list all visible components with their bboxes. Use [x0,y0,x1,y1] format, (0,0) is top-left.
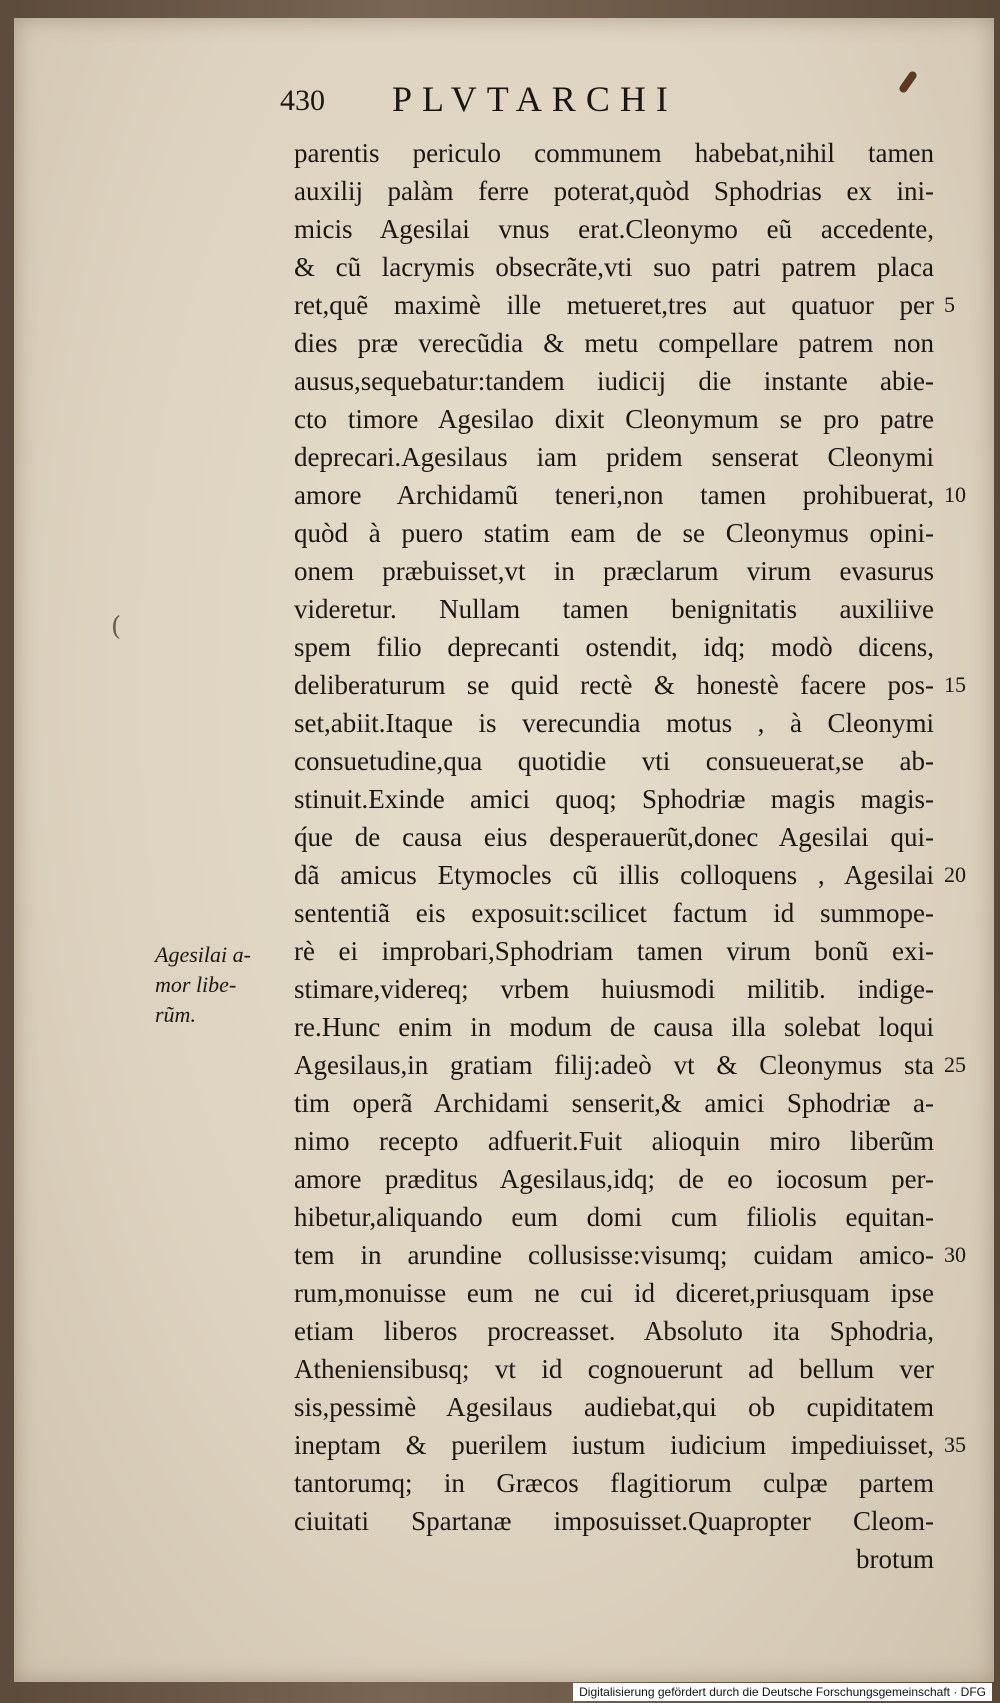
text-line: consuetudine,qua quotidie vti consueuerat,se ab- [294,746,934,776]
line-number: 5 [944,292,955,317]
text-line: etiam liberos procreasset. Absoluto ita Sphodria, [294,1316,934,1346]
text-line: tim operã Archidami senserit,& amici Sphodriæ a- [294,1088,934,1118]
text-line: ineptam & puerilem iustum iudicium impediuisset, [294,1430,934,1460]
running-title: PLVTARCHI [392,79,678,119]
text-line: sis,pessimè Agesilaus audiebat,qui ob cupiditatem [294,1392,934,1422]
text-line: dies præ verecũdia & metu compellare patrem non [294,328,934,358]
text-line: deprecari.Agesilaus iam pridem senserat Cleonymi [294,442,934,472]
text-line: ciuitati Spartanæ imposuisset.Quapropter Cleom- [294,1506,934,1536]
marginal-note [155,940,273,1030]
marginal-note-line: Agesilai a- [155,942,251,967]
text-line: parentis periculo communem habebat,nihil tamen [294,138,934,168]
line-number: 30 [944,1242,966,1267]
text-line: & cũ lacrymis obsecrãte,vti suo patri patrem placa [294,252,934,282]
text-line: ausus,sequebatur:tandem iudicij die instante abie- [294,366,934,396]
text-line: Agesilaus,in gratiam filij:adeò vt & Cleonymus sta [294,1050,934,1080]
text-line: Atheniensibusq; vt id cognouerunt ad bellum ver [294,1354,934,1384]
text-line: re.Hunc enim in modum de causa illa solebat loqui [294,1012,934,1042]
text-line: onem præbuisset,vt in præclarum virum evasurus [294,556,934,586]
margin-mark-icon: ( [111,612,122,642]
text-line: videretur. Nullam tamen benignitatis auxiliive [294,594,934,624]
page-number: 430 [280,84,325,117]
page-header [280,70,780,126]
text-line: cto timore Agesilao dixit Cleonymum se pro patre [294,404,934,434]
text-line: brotum [856,1544,934,1574]
text-line: rum,monuisse eum ne cui id diceret,priusquam ipse [294,1278,934,1308]
marginal-note-line: mor libe- [155,972,237,997]
text-line: stimare,videreq; vrbem huiusmodi militib. indige- [294,974,934,1004]
line-number: 20 [944,862,966,887]
digitization-credit: Digitalisierung gefördert durch die Deutsche Forschungsgemeinschaft · DFG [573,1683,992,1701]
marginal-note-line: rũm. [155,1002,196,1027]
text-line: auxilij palàm ferre poterat,quòd Sphodrias ex ini- [294,176,934,206]
text-line: spem filio deprecanti ostendit, idq; modò dicens, [294,632,934,662]
text-line: dã amicus Etymocles cũ illis colloquens , Agesilai [294,860,934,890]
text-line: amore præditus Agesilaus,idq; de eo iocosum per- [294,1164,934,1194]
text-line: nimo recepto adfuerit.Fuit alioquin miro liberũm [294,1126,934,1156]
text-line: hibetur,aliquando eum domi cum filiolis equitan- [294,1202,934,1232]
text-line: amore Archidamũ teneri,non tamen prohibuerat, [294,480,934,510]
text-line: sententiã eis exposuit:scilicet factum id summope- [294,898,934,928]
line-number: 15 [944,672,966,697]
text-line: deliberaturum se quid rectè & honestè facere pos- [294,670,934,700]
text-line: set,abiit.Itaque is verecundia motus , à Cleonymi [294,708,934,738]
text-line: micis Agesilai vnus erat.Cleonymo eũ accedente, [294,214,934,244]
line-number: 35 [944,1432,966,1457]
text-line: q́ue de causa eius desperauerũt,donec Agesilai qui- [294,822,934,852]
text-line: ret,quẽ maximè ille metueret,tres aut quatuor per [294,290,934,320]
text-line: tem in arundine collusisse:visumq; cuidam amico- [294,1240,934,1270]
text-line: stinuit.Exinde amici quoq; Sphodriæ magis magis- [294,784,934,814]
line-number: 25 [944,1052,966,1077]
text-line: rè ei improbari,Sphodriam tamen virum bonũ exi- [294,936,934,966]
line-number: 10 [944,482,966,507]
text-line: tantorumq; in Græcos flagitiorum culpæ partem [294,1468,934,1498]
text-line: quòd à puero statim eam de se Cleonymus opini- [294,518,934,548]
body-text [294,134,934,1578]
